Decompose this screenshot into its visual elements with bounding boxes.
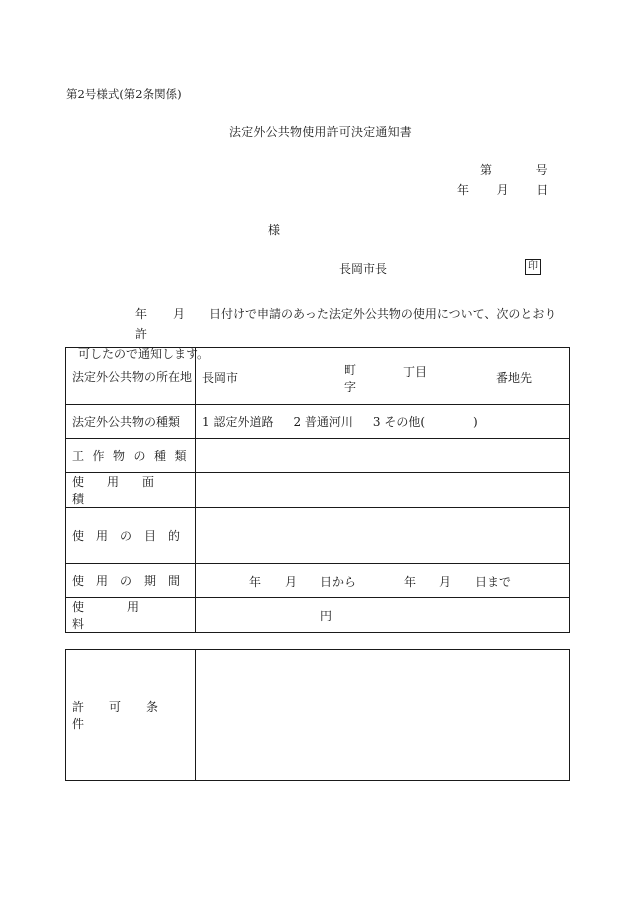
addressee: 様	[268, 223, 281, 237]
period-to-day: 日まで	[475, 575, 512, 589]
location-chome: 丁目	[403, 365, 428, 379]
structure-cell[interactable]	[196, 439, 570, 473]
kind-option-river: 2 普通河川	[293, 415, 353, 429]
fee-unit: 円	[320, 609, 333, 623]
period-to-year: 年	[404, 575, 417, 589]
details-table	[65, 347, 570, 633]
year-label: 年	[457, 183, 470, 197]
body-month: 月	[173, 307, 186, 321]
conditions-cell[interactable]	[196, 650, 570, 781]
period-from-year: 年	[249, 575, 262, 589]
body-year: 年	[135, 307, 148, 321]
period-from-day: 日から	[320, 575, 357, 589]
kind-option-close: )	[473, 415, 478, 429]
form-number: 第2号様式(第2条関係)	[66, 87, 182, 101]
structure-label: 工作物の種類	[66, 439, 196, 473]
issuer-name: 長岡市長	[339, 262, 388, 276]
seal-mark: 印	[525, 259, 541, 275]
document-title: 法定外公共物使用許可決定通知書	[229, 125, 413, 139]
period-from-month: 月	[285, 575, 298, 589]
period-to-month: 月	[439, 575, 452, 589]
body-line-1	[78, 304, 568, 344]
location-label: 法定外公共物の所在地	[66, 348, 196, 405]
body-line-2: 可したので通知します。	[78, 347, 210, 361]
issue-date	[457, 181, 548, 198]
kind-option-road: 1 認定外道路	[202, 415, 274, 429]
location-banchi: 番地先	[496, 371, 533, 385]
body-text-rest: 日付けで申請のあった法定外公共物の使用について、次のとおり許	[135, 307, 557, 341]
kind-label: 法定外公共物の種類	[66, 405, 196, 439]
purpose-label: 使用の目的	[66, 508, 196, 564]
kind-options[interactable]	[196, 405, 570, 439]
area-label: 使用面積	[66, 473, 196, 508]
location-city: 長岡市	[202, 371, 239, 385]
period-cell[interactable]	[196, 564, 570, 598]
day-label: 日	[536, 183, 549, 197]
area-cell[interactable]	[196, 473, 570, 508]
location-cell[interactable]	[196, 348, 570, 405]
dai-label: 第	[480, 163, 493, 177]
fee-cell[interactable]	[196, 598, 570, 633]
purpose-cell[interactable]	[196, 508, 570, 564]
conditions-label: 許可条件	[66, 650, 196, 781]
go-label: 号	[535, 163, 548, 177]
conditions-table	[65, 649, 570, 781]
month-label: 月	[496, 183, 509, 197]
location-machi: 町	[344, 363, 357, 377]
period-label: 使用の期間	[66, 564, 196, 598]
document-number	[480, 161, 548, 178]
fee-label: 使用料	[66, 598, 196, 633]
kind-option-other: 3 その他(	[372, 415, 426, 429]
location-aza: 字	[344, 380, 357, 394]
